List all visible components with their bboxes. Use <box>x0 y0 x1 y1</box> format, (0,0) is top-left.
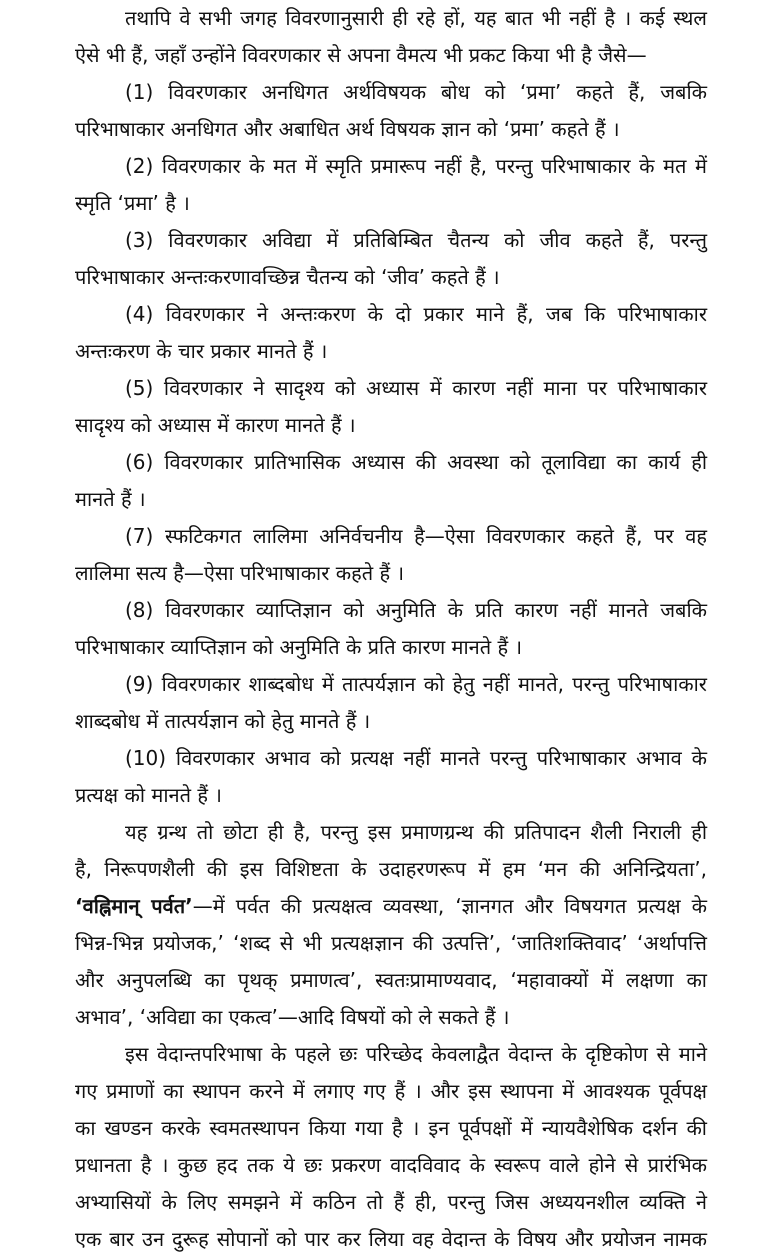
text-line <box>75 999 707 1036</box>
text-segment: का खण्डन करके स्वमतस्थापन किया गया है । इन पूर्वपक्षों में न्यायवैशेषिक दर्शन की <box>75 1116 707 1140</box>
text-segment: इस वेदान्तपरिभाषा के पहले छः परिच्छेद केवलाद्वैत वेदान्त के दृष्टिकोण से माने <box>125 1042 707 1066</box>
text-segment: परिभाषाकार अन्तःकरणावच्छिन्न चैतन्य को ‘जीव’ कहते हैं । <box>75 265 500 289</box>
paragraph <box>75 1036 707 1258</box>
paragraph <box>75 370 707 444</box>
text-segment: सादृश्य को अध्यास में कारण मानते हैं । <box>75 413 356 437</box>
text-segment: गए प्रमाणों का स्थापन करने में लगाए गए हैं । और इस स्थापना में आवश्यक पूर्वपक्ष <box>75 1079 707 1103</box>
paragraph <box>75 518 707 592</box>
text-segment: स्मृति ‘प्रमा’ है । <box>75 191 190 215</box>
text-segment: अन्तःकरण के चार प्रकार मानते हैं । <box>75 339 328 363</box>
text-segment: (5) विवरणकार ने सादृश्य को अध्यास में कारण नहीं माना पर परिभाषाकार <box>125 376 707 400</box>
text-segment: और अनुपलब्धि का पृथक् प्रमाणत्व’, स्वतःप्रामाण्यवाद, ‘महावाक्यों में लक्षणा का <box>75 968 707 992</box>
paragraph <box>75 0 707 74</box>
document-page <box>75 0 707 1258</box>
paragraph <box>75 148 707 222</box>
text-line <box>75 333 707 370</box>
text-line <box>75 1147 707 1184</box>
text-line <box>75 148 707 185</box>
text-line <box>75 259 707 296</box>
text-segment: —में पर्वत की प्रत्यक्षत्व व्यवस्था, ‘ज्ञानगत और विषयगत प्रत्यक्ष के <box>192 894 707 918</box>
text-line <box>75 851 707 888</box>
text-line <box>75 0 707 37</box>
text-segment: परिभाषाकार अनधिगत और अबाधित अर्थ विषयक ज्ञान को ‘प्रमा’ कहते हैं । <box>75 117 620 141</box>
text-line <box>75 296 707 333</box>
text-segment: (2) विवरणकार के मत में स्मृति प्रमारूप नहीं है, परन्तु परिभाषाकार के मत में <box>125 154 707 178</box>
paragraph <box>75 592 707 666</box>
text-segment: (3) विवरणकार अविद्या में प्रतिबिम्बित चैतन्य को जीव कहते हैं, परन्तु <box>125 228 707 252</box>
text-line <box>75 1221 707 1258</box>
paragraph <box>75 74 707 148</box>
text-line <box>75 74 707 111</box>
text-segment: लालिमा सत्य है—ऐसा परिभाषाकार कहते हैं । <box>75 561 405 585</box>
text-segment: भिन्न-भिन्न प्रयोजक,’ ‘शब्द से भी प्रत्यक्षज्ञान की उत्पत्ति’, ‘जातिशक्तिवाद’ ‘अर्थापत्ति <box>75 931 707 955</box>
text-segment: तथापि वे सभी जगह विवरणानुसारी ही रहे हों, यह बात भी नहीं है । कई स्थल <box>125 6 707 30</box>
text-line <box>75 185 707 222</box>
text-segment: अभ्यासियों के लिए समझने में कठिन तो हैं ही, परन्तु जिस अध्ययनशील व्यक्ति ने <box>75 1190 707 1214</box>
paragraph <box>75 740 707 814</box>
text-line <box>75 555 707 592</box>
text-segment: परिभाषाकार व्याप्तिज्ञान को अनुमिति के प्रति कारण मानते हैं । <box>75 635 523 659</box>
text-line <box>75 740 707 777</box>
text-segment: शाब्दबोध में तात्पर्यज्ञान को हेतु मानते हैं । <box>75 709 371 733</box>
text-line <box>75 962 707 999</box>
text-line <box>75 370 707 407</box>
text-segment: (9) विवरणकार शाब्दबोध में तात्पर्यज्ञान को हेतु नहीं मानते, परन्तु परिभाषाकार <box>125 672 707 696</box>
text-segment: (10) विवरणकार अभाव को प्रत्यक्ष नहीं मानते परन्तु परिभाषाकार अभाव के <box>125 746 707 770</box>
text-segment: एक बार उन दुरूह सोपानों को पार कर लिया वह वेदान्त के विषय और प्रयोजन नामक <box>75 1227 707 1251</box>
text-segment: (7) स्फटिकगत लालिमा अनिर्वचनीय है—ऐसा विवरणकार कहते हैं, पर वह <box>125 524 707 548</box>
paragraph <box>75 814 707 1036</box>
text-line <box>75 444 707 481</box>
paragraph <box>75 296 707 370</box>
text-line <box>75 888 707 925</box>
text-segment: (6) विवरणकार प्रातिभासिक अध्यास की अवस्था को तूलाविद्या का कार्य ही <box>125 450 707 474</box>
text-line <box>75 703 707 740</box>
text-segment: प्रधानता है । कुछ हद तक ये छः प्रकरण वादविवाद के स्वरूप वाले होने से प्रारंभिक <box>75 1153 707 1177</box>
text-segment: मानते हैं । <box>75 487 146 511</box>
text-segment: यह ग्रन्थ तो छोटा ही है, परन्तु इस प्रमाणग्रन्थ की प्रतिपादन शैली निराली ही <box>125 820 707 844</box>
text-segment: (1) विवरणकार अनधिगत अर्थविषयक बोध को ‘प्रमा’ कहते हैं, जबकि <box>125 80 707 104</box>
text-line <box>75 629 707 666</box>
text-line <box>75 37 707 74</box>
paragraph <box>75 222 707 296</box>
text-line <box>75 925 707 962</box>
text-line <box>75 222 707 259</box>
text-line <box>75 481 707 518</box>
text-line <box>75 1110 707 1147</box>
text-line <box>75 592 707 629</box>
text-line <box>75 814 707 851</box>
paragraph <box>75 666 707 740</box>
bold-phrase: ‘वह्निमान् पर्वत’ <box>75 894 193 918</box>
text-segment: अभाव’, ‘अविद्या का एकत्व’—आदि विषयों को ले सकते हैं । <box>75 1005 510 1029</box>
paragraph <box>75 444 707 518</box>
text-segment: प्रत्यक्ष को मानते हैं । <box>75 783 222 807</box>
text-line <box>75 518 707 555</box>
text-line <box>75 111 707 148</box>
text-segment: ऐसे भी हैं, जहाँ उन्होंने विवरणकार से अपना वैमत्य भी प्रकट किया भी है जैसे— <box>75 43 647 67</box>
text-segment: (4) विवरणकार ने अन्तःकरण के दो प्रकार माने हैं, जब कि परिभाषाकार <box>125 302 708 326</box>
text-segment: है, निरूपणशैली की इस विशिष्टता के उदाहरणरूप में हम ‘मन की अनिन्द्रियता’, <box>75 857 707 881</box>
text-line <box>75 666 707 703</box>
text-line <box>75 1184 707 1221</box>
text-line <box>75 1036 707 1073</box>
text-line <box>75 407 707 444</box>
text-line <box>75 777 707 814</box>
text-segment: (8) विवरणकार व्याप्तिज्ञान को अनुमिति के प्रति कारण नहीं मानते जबकि <box>125 598 707 622</box>
text-line <box>75 1073 707 1110</box>
